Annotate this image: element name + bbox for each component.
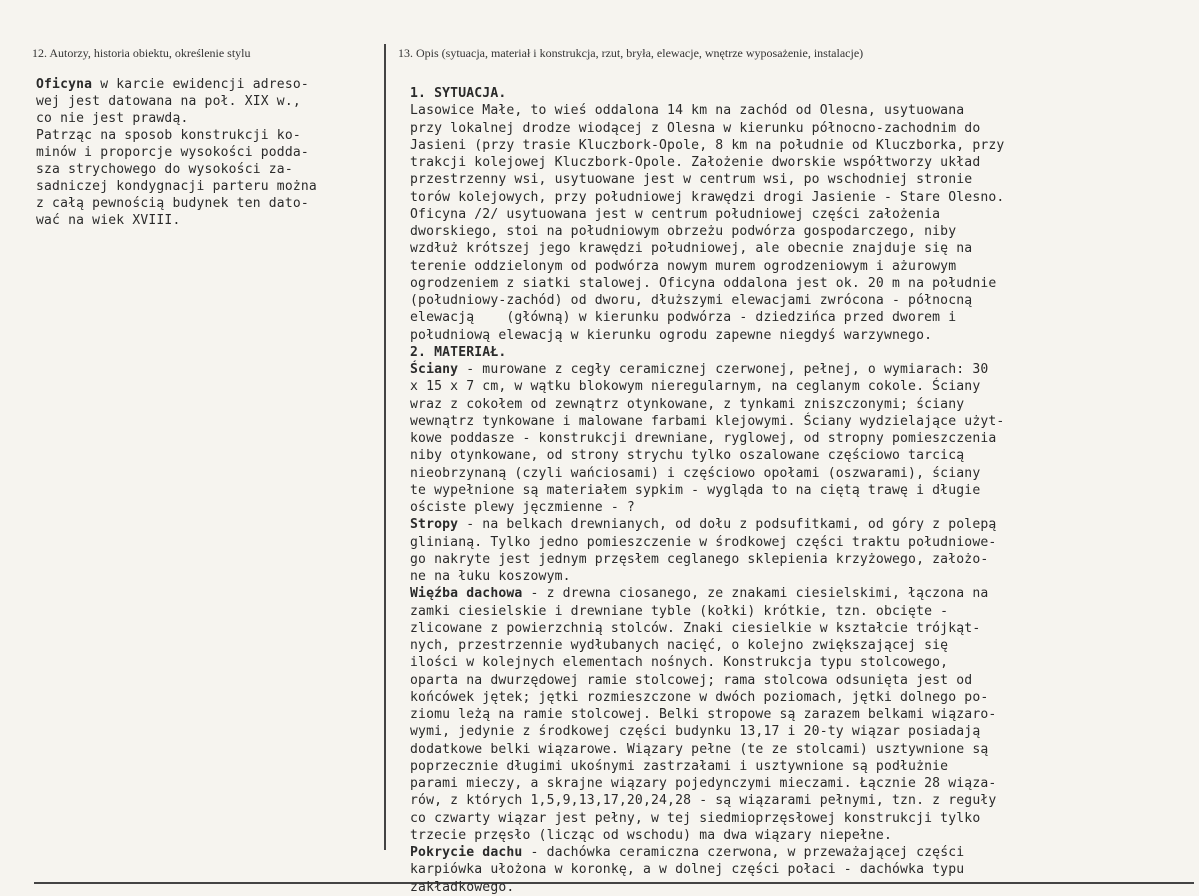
line-text: - murowane z cegły ceramicznej czerwonej, pełnej, o wymiarach: 30 bbox=[458, 362, 989, 377]
text-line bbox=[410, 741, 1180, 758]
line-text: te wypełnione są materiałem sypkim - wygląda to na ciętą trawę i długie bbox=[410, 482, 981, 498]
bold-term: 2. MATERIAŁ. bbox=[410, 344, 507, 360]
text-line bbox=[410, 603, 1180, 620]
left-section-header: 12. Autorzy, historia obiektu, określenie stylu bbox=[32, 46, 251, 60]
text-line bbox=[410, 223, 1180, 240]
line-text: sza strychowego do wysokości za- bbox=[36, 162, 293, 177]
line-text: sadniczej kondygnacji parteru można bbox=[36, 179, 317, 194]
text-line bbox=[410, 258, 1180, 275]
text-line bbox=[410, 361, 1180, 378]
text-line bbox=[410, 585, 1180, 602]
text-line bbox=[410, 292, 1180, 309]
text-line bbox=[410, 775, 1180, 792]
text-line bbox=[410, 689, 1180, 706]
line-text: dodatkowe belki wiązarowe. Wiązary pełne (te ze stolcami) usztywnione są bbox=[410, 741, 989, 757]
line-text: oparta na dwurzędowej ramie stolcowej; rama stolcowa odsunięta jest od bbox=[410, 672, 973, 688]
line-text: kowe poddasze - konstrukcji drewniane, ryglowej, od stropny pomieszczenia bbox=[410, 431, 997, 446]
line-text: rów, z których 1,5,9,13,17,20,24,28 - są wiązarami pełnymi, tzn. z reguły bbox=[410, 793, 997, 809]
line-text: karpiówka ułożona w koronkę, a w dolnej części połaci - dachówka typu bbox=[410, 862, 965, 878]
text-line bbox=[410, 447, 1180, 464]
text-line bbox=[410, 861, 1180, 878]
line-text: nych, przestrzennie wydłubanych nacięć, o kolejno zwiększającej się bbox=[410, 638, 949, 653]
line-text: wewnątrz tynkowane i malowane farbami klejowymi. Ściany wydzielające użyt- bbox=[410, 413, 1005, 429]
line-text: wzdłuż krótszej jego krawędzi południowej, ale obecnie znajduje się na bbox=[410, 241, 973, 257]
text-line bbox=[410, 534, 1180, 551]
text-line bbox=[410, 120, 1180, 137]
text-line bbox=[410, 275, 1180, 292]
text-line bbox=[36, 178, 396, 195]
text-line bbox=[410, 206, 1180, 223]
line-text: ziomu leżą na ramie stolcowej. Belki stropowe są zarazem belkami wiązaro- bbox=[410, 707, 997, 722]
line-text: z całą pewnością budynek ten dato- bbox=[36, 196, 309, 211]
text-line bbox=[410, 723, 1180, 740]
line-text: Lasowice Małe, to wieś oddalona 14 km na zachód od Olesna, usytuowana bbox=[410, 103, 965, 119]
line-text: Jasieni (przy trasie Kluczbork-Opole, 8 km na południe od Kluczborka, przy bbox=[410, 137, 1005, 153]
text-line bbox=[410, 327, 1180, 344]
history-text-block bbox=[36, 76, 396, 229]
line-text: wać na wiek XVIII. bbox=[36, 213, 181, 228]
line-text: wymi, jedynie z środkowej części budynku 13,17 i 20-ty wiązar posiadają bbox=[410, 724, 981, 740]
text-line bbox=[36, 144, 396, 161]
line-text: niby otynkowane, od strony strychu tylko oszalowane częściowo tarcicą bbox=[410, 448, 965, 464]
line-text: zlicowane z powierzchnią stolców. Znaki ciesielkie w kształcie trójkąt- bbox=[410, 620, 981, 636]
text-line bbox=[410, 620, 1180, 637]
text-line bbox=[410, 189, 1180, 206]
text-line bbox=[410, 240, 1180, 257]
line-text: glinianą. Tylko jedno pomieszczenie w środkowej części traktu południowe- bbox=[410, 534, 997, 550]
description-text-block bbox=[410, 85, 1180, 896]
line-text: w karcie ewidencji adreso- bbox=[92, 77, 309, 92]
line-text: ne na łuku koszowym. bbox=[410, 569, 571, 584]
line-text: końcówek jętek; jętki rozmieszczone w dwóch poziomach, jętki dolnego po- bbox=[410, 689, 989, 705]
text-line bbox=[410, 654, 1180, 671]
bold-term: Oficyna bbox=[36, 77, 93, 92]
line-text: przestrzenny wsi, usytuowane jest w centrum wsi, po wschodniej stronie bbox=[410, 172, 973, 188]
line-text: zamki ciesielskie i drewniane tyble (kołki) krótkie, tzn. obcięte - bbox=[410, 603, 949, 619]
line-text: co czwarty wiązar jest pełny, w tej siedmioprzęsłowej konstrukcji tylko bbox=[410, 810, 981, 826]
text-line bbox=[410, 810, 1180, 827]
line-text: x 15 x 7 cm, w wątku blokowym nieregularnym, na ceglanym cokole. Ściany bbox=[410, 379, 981, 395]
text-line bbox=[410, 465, 1180, 482]
line-text: południową elewacją w kierunku ogrodu zapewne niegdyś warzywnego. bbox=[410, 327, 933, 343]
line-text: dworskiego, stoi na południowym obrzeżu podwórza gospodarczego, niby bbox=[410, 224, 957, 239]
line-text: co nie jest prawdą. bbox=[36, 111, 189, 126]
line-text: Patrząc na sposob konstrukcji ko- bbox=[36, 128, 301, 143]
text-line bbox=[410, 637, 1180, 654]
line-text: elewacją (główną) w kierunku podwórza - dziedzińca przed dworem i bbox=[410, 310, 957, 326]
text-line bbox=[410, 102, 1180, 119]
text-line bbox=[410, 482, 1180, 499]
text-line bbox=[410, 378, 1180, 395]
bold-term: Ściany bbox=[410, 362, 459, 377]
right-section-header: 13. Opis (sytuacja, materiał i konstrukcja, rzut, bryła, elewacje, wnętrze wyposażenie, instalacje) bbox=[398, 46, 864, 60]
line-text: torów kolejowych, przy południowej krawędzi drogi Jasienie - Stare Olesno. bbox=[410, 189, 1005, 205]
text-line bbox=[36, 195, 396, 212]
text-line bbox=[36, 110, 396, 127]
line-text: ilości w kolejnych elementach nośnych. Konstrukcja typu stolcowego, bbox=[410, 655, 949, 671]
line-text: (południowy-zachód) od dworu, dłuższymi elewacjami zwrócona - północną bbox=[410, 293, 973, 308]
text-line bbox=[410, 551, 1180, 568]
text-line bbox=[410, 154, 1180, 171]
text-line bbox=[410, 396, 1180, 413]
text-line bbox=[410, 516, 1180, 533]
line-text: przy lokalnej drodze wiodącej z Olesna w kierunku północno-zachodnim do bbox=[410, 120, 981, 136]
line-text: terenie oddzielonym od podwórza nowym murem ogrodzeniowym i ażurowym bbox=[410, 258, 957, 274]
text-line bbox=[410, 879, 1180, 896]
text-line bbox=[410, 672, 1180, 689]
bold-term: Pokrycie dachu bbox=[410, 845, 523, 860]
line-text: Oficyna /2/ usytuowana jest w centrum południowej części założenia bbox=[410, 206, 941, 222]
text-line bbox=[410, 844, 1180, 861]
text-line bbox=[410, 137, 1180, 154]
line-text: wraz z cokołem od zewnątrz otynkowane, z tynkami zniszczonymi; ściany bbox=[410, 396, 965, 412]
text-line bbox=[36, 127, 396, 144]
text-line bbox=[410, 430, 1180, 447]
line-text: minów i proporcje wysokości podda- bbox=[36, 145, 309, 160]
bold-term: Stropy bbox=[410, 517, 459, 533]
text-line bbox=[410, 792, 1180, 809]
text-line bbox=[36, 161, 396, 178]
line-text: ogrodzeniem z siatki stalowej. Oficyna oddalona jest ok. 20 m na południe bbox=[410, 275, 997, 291]
line-text: zakładkowego. bbox=[410, 879, 515, 895]
text-line bbox=[410, 758, 1180, 775]
line-text: wej jest datowana na poł. XIX w., bbox=[36, 94, 301, 109]
text-line bbox=[36, 212, 396, 229]
text-line bbox=[410, 171, 1180, 188]
text-line bbox=[410, 568, 1180, 585]
line-text: nieobrzynaną (czyli wańciosami) i częściowo opołami (oszwarami), ściany bbox=[410, 465, 981, 481]
text-line bbox=[36, 93, 396, 110]
bold-term: 1. SYTUACJA. bbox=[410, 86, 507, 101]
line-text: ościste plewy jęczmienne - ? bbox=[410, 500, 635, 515]
text-line bbox=[410, 413, 1180, 430]
text-line bbox=[410, 706, 1180, 723]
bold-term: Więźba dachowa bbox=[410, 586, 523, 602]
text-line bbox=[410, 827, 1180, 844]
line-text: go nakryte jest jednym przęsłem ceglanego sklepienia krzyżowego, założo- bbox=[410, 551, 989, 567]
text-line bbox=[36, 76, 396, 93]
text-line bbox=[410, 344, 1180, 361]
line-text: - na belkach drewnianych, od dołu z podsufitkami, od góry z polepą bbox=[458, 517, 997, 533]
text-line bbox=[410, 85, 1180, 102]
line-text: trakcji kolejowej Kluczbork-Opole. Założenie dworskie współtworzy układ bbox=[410, 155, 981, 170]
text-line bbox=[410, 309, 1180, 326]
text-line bbox=[410, 499, 1180, 516]
line-text: - dachówka ceramiczna czerwona, w przeważającej części bbox=[522, 845, 965, 860]
line-text: parami mieczy, a skrajne wiązary pojedynczymi mieczami. Łącznie 28 wiąza- bbox=[410, 776, 997, 791]
line-text: trzecie przęsło (licząc od wschodu) ma dwa wiązary niepełne. bbox=[410, 827, 892, 843]
line-text: poprzecznie długimi ukośnymi zastrzałami i usztywnione są podłużnie bbox=[410, 758, 949, 774]
line-text: - z drewna ciosanego, ze znakami ciesielskimi, łączona na bbox=[522, 586, 989, 602]
